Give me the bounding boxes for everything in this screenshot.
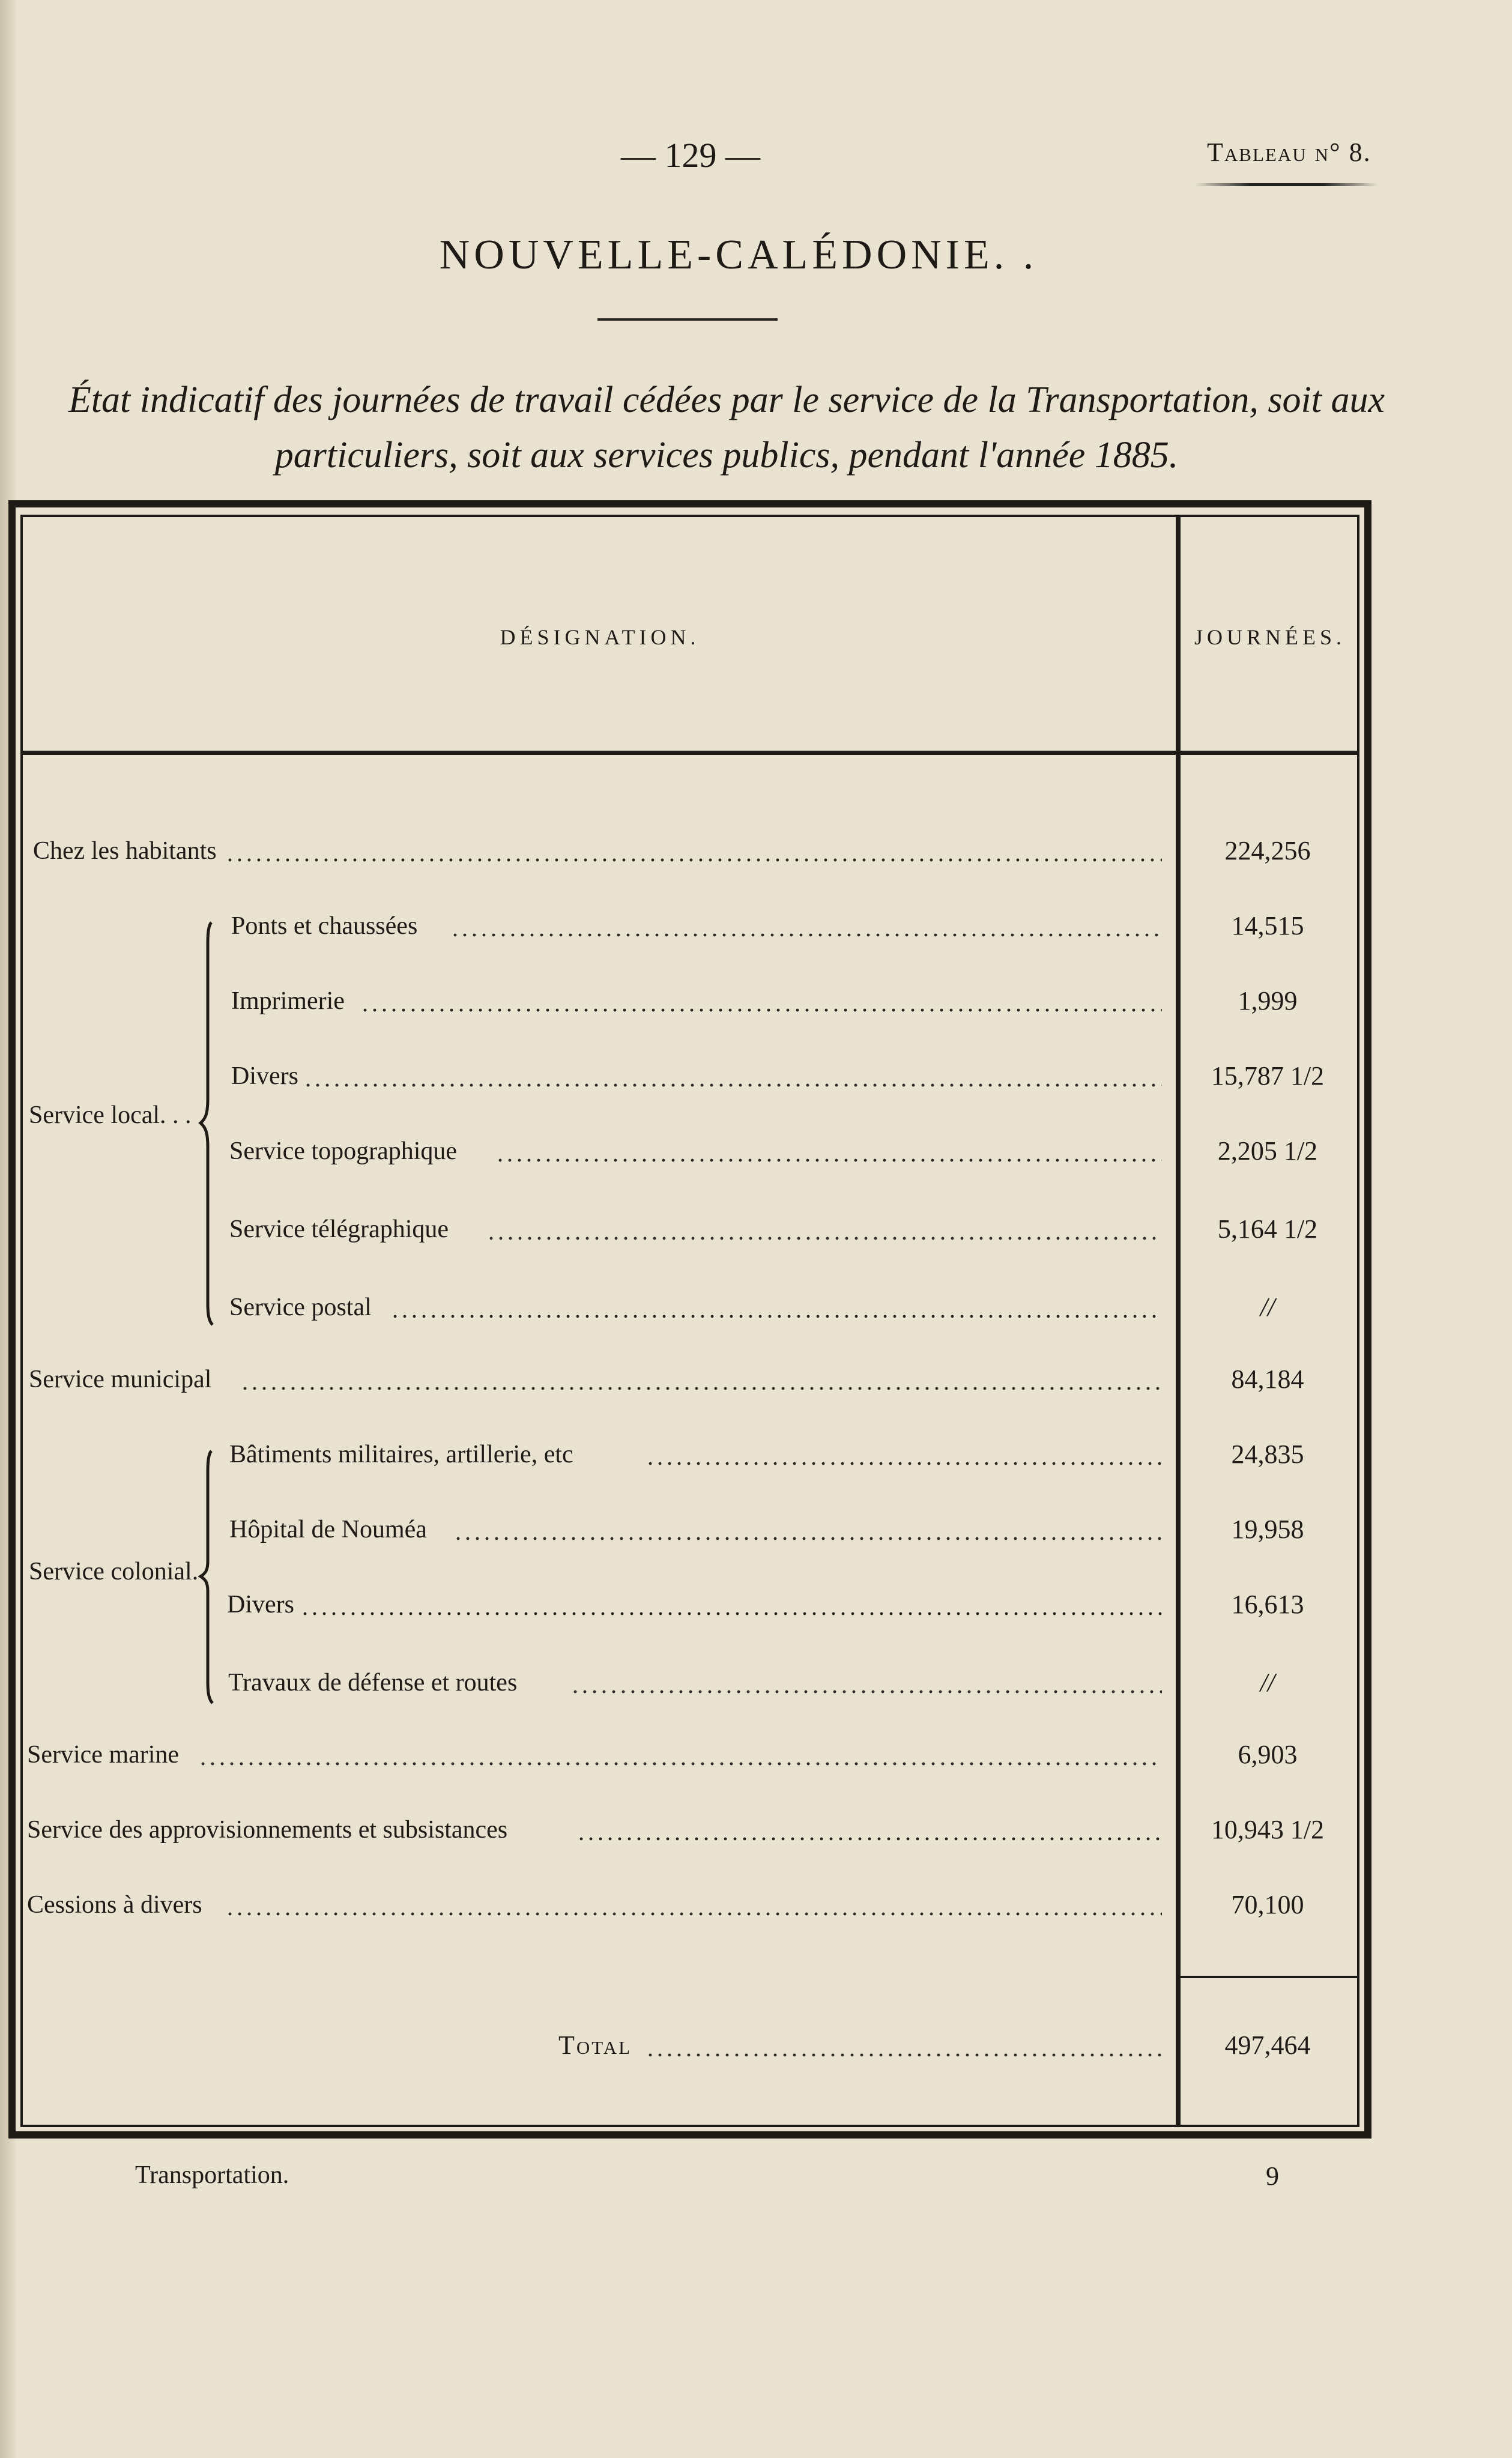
table-reference: Tableau n° 8.	[1207, 138, 1371, 167]
column-header-designation: DÉSIGNATION.	[500, 625, 700, 649]
row-label-travaux-de-defense: Travaux de défense et routes	[228, 1669, 518, 1697]
header-rule-left	[20, 751, 1176, 755]
row-value-chez-les-habitants: 224,256	[1224, 836, 1311, 865]
column-header-journees: JOURNÉES.	[1194, 625, 1346, 649]
leader-dots	[198, 1761, 1162, 1766]
row-value-service-des-approvisionnements: 10,943 1/2	[1211, 1815, 1325, 1844]
row-label-service-telegraphique: Service télégraphique	[229, 1215, 449, 1243]
total-label: Total	[558, 2030, 632, 2060]
page-number: — 129 —	[621, 136, 760, 175]
total-value: 497,464	[1224, 2030, 1311, 2060]
row-label-chez-les-habitants: Chez les habitants	[33, 837, 217, 865]
row-value-service-telegraphique: 5,164 1/2	[1217, 1214, 1318, 1244]
row-label-imprimerie: Imprimerie	[231, 987, 345, 1015]
leader-dots	[225, 858, 1162, 862]
row-value-hopital-de-noumea: 19,958	[1231, 1515, 1304, 1544]
leader-dots	[646, 2053, 1162, 2057]
row-value-ponts-et-chaussees: 14,515	[1231, 911, 1304, 940]
row-label-cessions-a-divers: Cessions à divers	[27, 1891, 202, 1919]
leader-dots	[300, 1611, 1162, 1616]
leader-dots	[453, 1536, 1162, 1541]
page-subtitle: État indicatif des journées de travail cédées par le service de la Transportation, soit aux particuliers, soit aux services publics, pendant l'année 1885.	[68, 380, 1385, 476]
leader-dots	[646, 1461, 1162, 1466]
group-label-service-local: Service local. . .	[29, 1101, 192, 1129]
brace-service-local	[198, 919, 222, 1327]
page-title: NOUVELLE-CALÉDONIE. .	[439, 232, 1038, 278]
leader-dots	[495, 1158, 1162, 1163]
row-value-cessions-a-divers: 70,100	[1231, 1890, 1304, 1919]
row-value-divers-local: 15,787 1/2	[1211, 1061, 1325, 1091]
leader-dots	[360, 1008, 1162, 1013]
row-label-service-topographique: Service topographique	[229, 1137, 458, 1165]
title-rule	[597, 318, 778, 321]
leader-dots	[390, 1314, 1162, 1319]
row-label-divers-local: Divers	[231, 1062, 298, 1090]
footer-sheet-number: 9	[1266, 2161, 1279, 2191]
row-value-imprimerie: 1,999	[1238, 986, 1298, 1016]
row-value-service-postal: //	[1260, 1292, 1275, 1322]
column-divider	[1176, 515, 1181, 2127]
row-value-service-municipal: 84,184	[1231, 1364, 1304, 1394]
header-rule-right	[1181, 751, 1359, 755]
row-label-service-des-approvisionnements: Service des approvisionnements et subsistances	[27, 1816, 508, 1844]
footer-signature: Transportation.	[135, 2161, 289, 2189]
row-value-batiments-militaires: 24,835	[1231, 1439, 1304, 1469]
total-rule	[1181, 1976, 1359, 1978]
leader-dots	[570, 1689, 1162, 1694]
row-label-hopital-de-noumea: Hôpital de Nouméa	[229, 1516, 427, 1543]
group-label-service-colonial: Service colonial.	[29, 1558, 199, 1585]
leader-dots	[576, 1836, 1162, 1841]
row-label-divers-colonial: Divers	[227, 1591, 294, 1618]
brace-service-colonial	[198, 1447, 222, 1706]
row-label-ponts-et-chaussees: Ponts et chaussées	[231, 912, 418, 940]
leader-dots	[303, 1083, 1162, 1088]
row-value-service-marine: 6,903	[1238, 1740, 1298, 1769]
row-label-service-postal: Service postal	[229, 1294, 372, 1321]
row-label-batiments-militaires: Bâtiments militaires, artillerie, etc	[229, 1441, 573, 1468]
leader-dots	[240, 1386, 1162, 1391]
row-label-service-marine: Service marine	[27, 1741, 180, 1769]
leader-dots	[450, 933, 1162, 937]
row-value-divers-colonial: 16,613	[1231, 1590, 1304, 1619]
row-value-travaux-de-defense: //	[1260, 1668, 1275, 1697]
row-value-service-topographique: 2,205 1/2	[1217, 1136, 1318, 1166]
table-reference-rule	[1195, 183, 1378, 186]
leader-dots	[225, 1912, 1162, 1916]
row-label-service-municipal: Service municipal	[29, 1366, 212, 1393]
leader-dots	[486, 1236, 1162, 1241]
